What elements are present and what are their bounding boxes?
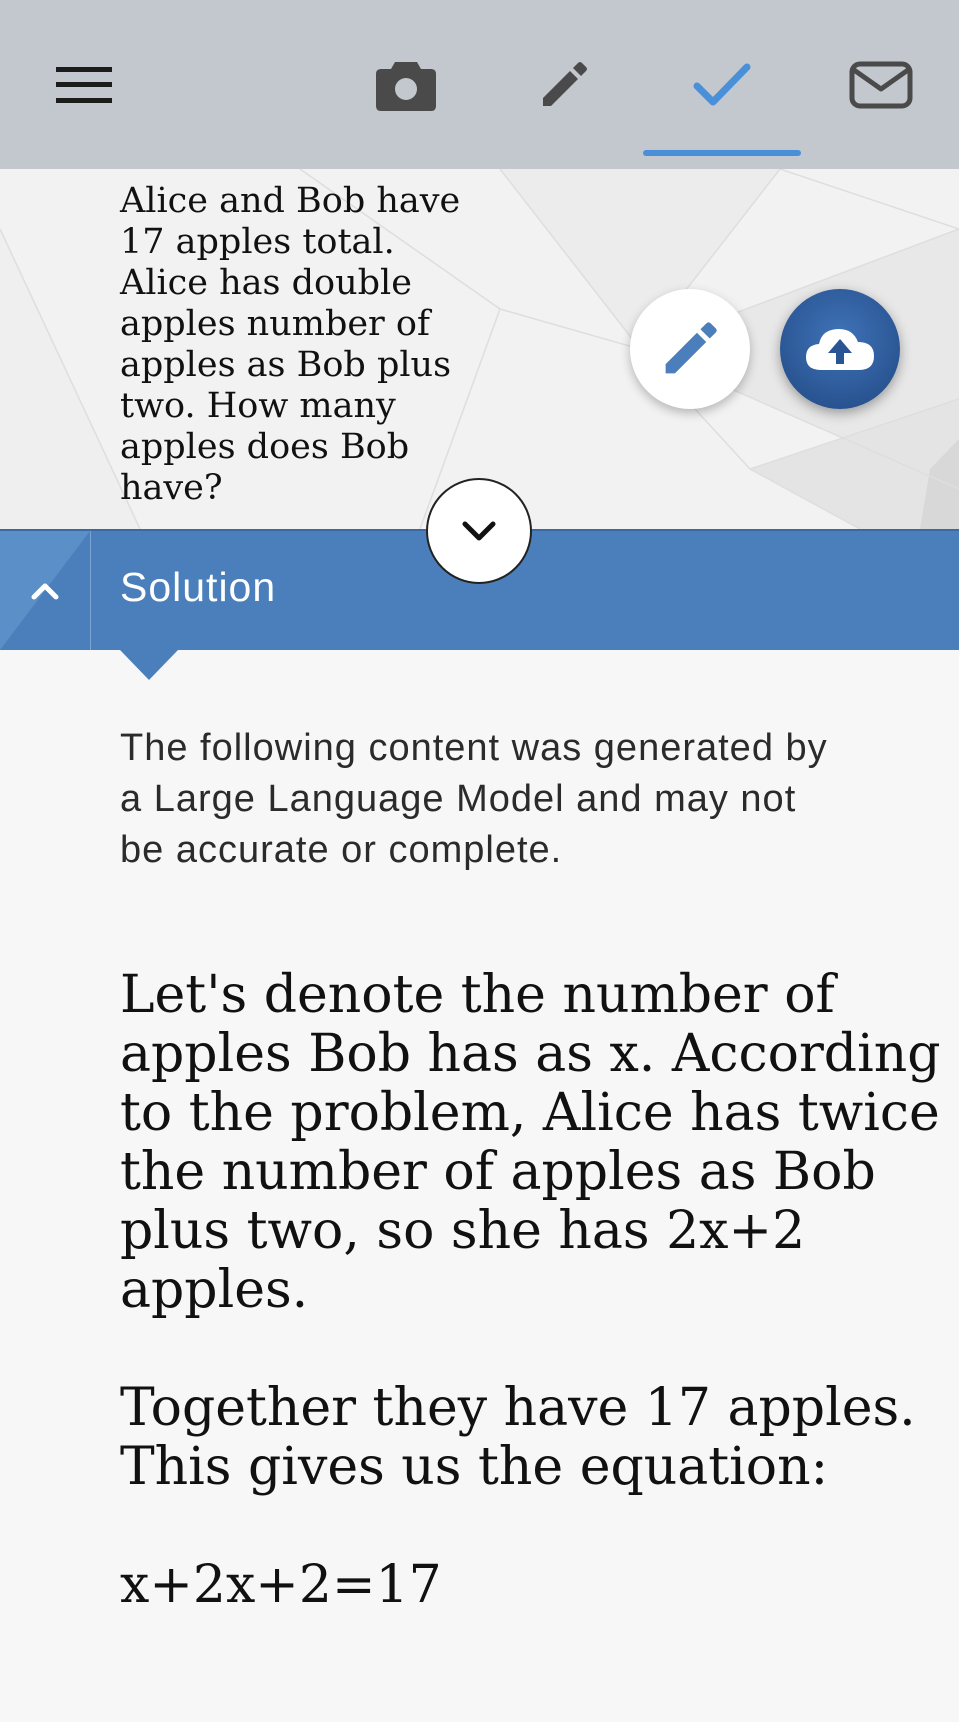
edit-question-button[interactable] <box>630 289 750 409</box>
solution-tab[interactable] <box>677 40 767 130</box>
edit-tab[interactable] <box>519 40 609 130</box>
solution-equation: x+2x+2=17 <box>120 1555 442 1615</box>
mail-tab[interactable] <box>836 40 926 130</box>
pencil-icon <box>539 60 589 110</box>
chevron-down-icon <box>461 520 497 542</box>
menu-icon <box>56 65 112 105</box>
pencil-icon <box>661 320 719 378</box>
active-tab-indicator <box>643 150 801 156</box>
solution-paragraph: Together they have 17 apples. This gives us the equation: <box>120 1378 916 1497</box>
collapse-question-button[interactable] <box>426 478 532 584</box>
header-pointer <box>120 650 178 680</box>
camera-tab[interactable] <box>361 40 451 130</box>
camera-icon <box>375 58 437 112</box>
solution-paragraph: Let's denote the number of apples Bob has as x. According to the problem, Alice has twice the number of apples as Bob plus two, so she has 2x+2 apples. <box>120 965 941 1320</box>
menu-button[interactable] <box>39 40 129 130</box>
chevron-up-icon <box>30 581 60 601</box>
upload-button[interactable] <box>780 289 900 409</box>
solution-body <box>120 966 950 1674</box>
checkmark-icon <box>693 62 751 108</box>
mail-icon <box>849 61 913 109</box>
solution-toggle-button[interactable] <box>0 531 91 650</box>
cloud-upload-icon <box>803 324 877 374</box>
solution-title: Solution <box>120 564 277 610</box>
question-panel <box>0 169 959 529</box>
top-nav-bar <box>0 0 959 169</box>
llm-disclaimer: The following content was generated by a Large Language Model and may not be accurate or complete. <box>120 727 828 871</box>
question-text: Alice and Bob have 17 apples total. Alice has double apples number of apples as Bob plus two. How many apples does Bob have? <box>120 181 461 508</box>
